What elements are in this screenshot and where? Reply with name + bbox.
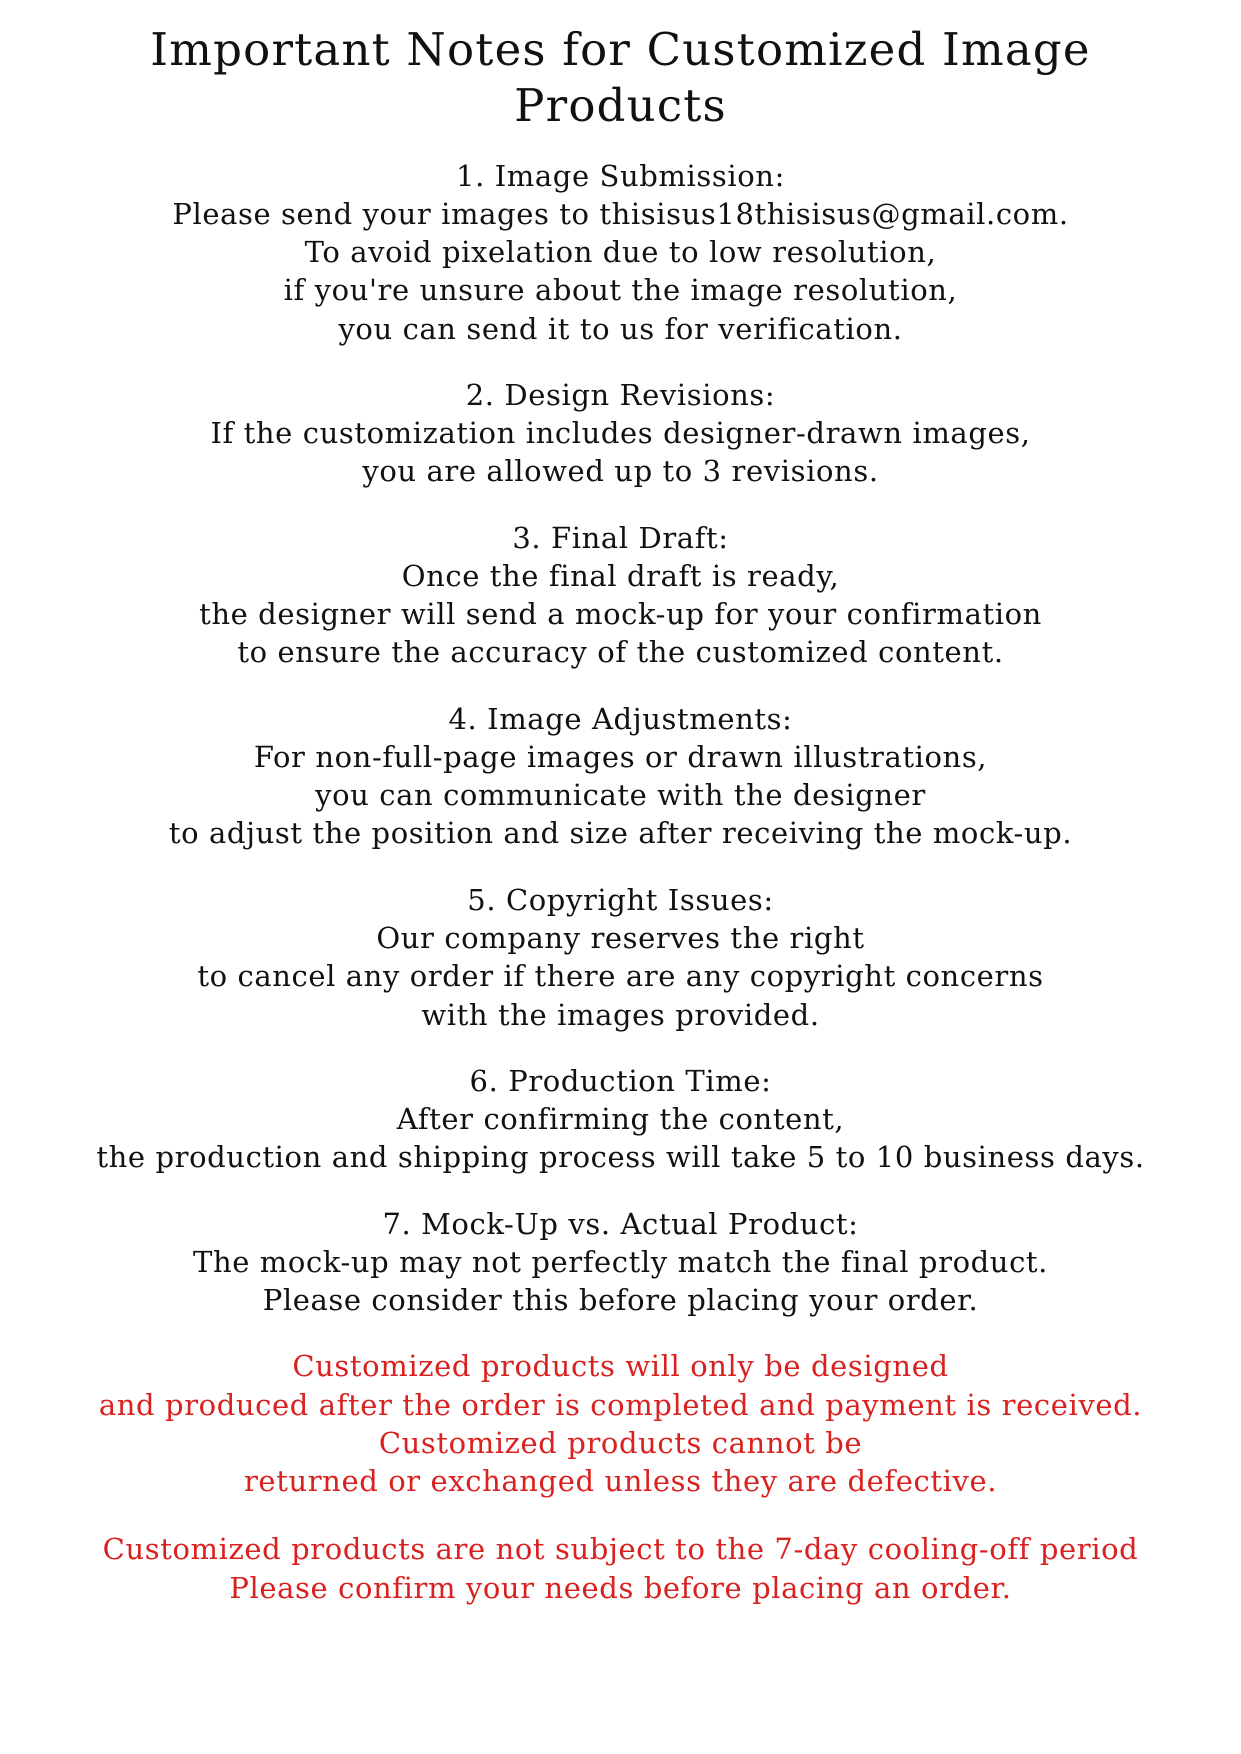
section-line: Please consider this before placing your order. [262,1283,979,1318]
section-line: The mock-up may not perfectly match the final product. [193,1244,1048,1279]
notice-line: Customized products will only be designed [292,1349,949,1384]
section-line: Please send your images to thisisus18thisisus@gmail.com. [172,196,1069,231]
section-image-submission [40,157,1201,348]
section-heading: 2. Design Revisions: [465,377,776,412]
section-line: Our company reserves the right [376,921,865,956]
section-line: you can send it to us for verification. [338,311,903,346]
section-line: to ensure the accuracy of the customized content. [237,635,1004,670]
section-copyright-issues [40,881,1201,1034]
page-title: Important Notes for Customized Image Products [150,23,1091,133]
section-production-time [40,1062,1201,1177]
notice-line: returned or exchanged unless they are defective. [243,1464,998,1499]
section-line: with the images provided. [421,997,820,1032]
section-heading: 7. Mock-Up vs. Actual Product: [382,1206,859,1241]
section-line: After confirming the content, [396,1102,845,1137]
section-heading: 6. Production Time: [469,1063,772,1098]
section-mockup-vs-actual [40,1205,1201,1320]
section-line: To avoid pixelation due to low resolution, [304,235,937,270]
section-line: to cancel any order if there are any copyright concerns [197,959,1044,994]
section-heading: 3. Final Draft: [512,520,729,555]
notice-customized-products [40,1347,1201,1500]
section-line: For non-full-page images or drawn illustrations, [253,739,988,774]
section-line: the production and shipping process will take 5 to 10 business days. [96,1140,1145,1175]
section-line: Once the final draft is ready, [401,558,840,593]
section-line: the designer will send a mock-up for your confirmation [199,597,1042,632]
section-design-revisions [40,376,1201,491]
notice-line: Customized products cannot be [378,1425,863,1460]
section-heading: 4. Image Adjustments: [448,701,793,736]
section-image-adjustments [40,700,1201,853]
notice-line: Customized products are not subject to the 7-day cooling-off period [102,1532,1139,1567]
section-line: If the customization includes designer-drawn images, [210,416,1031,451]
notice-line: Please confirm your needs before placing an order. [229,1570,1012,1605]
section-line: you can communicate with the designer [315,778,926,813]
section-heading: 5. Copyright Issues: [467,882,774,917]
section-line: you are allowed up to 3 revisions. [362,454,879,489]
section-line: to adjust the position and size after receiving the mock-up. [168,816,1073,851]
section-final-draft [40,519,1201,672]
notice-line: and produced after the order is completed and payment is received. [98,1387,1143,1422]
section-line: if you're unsure about the image resolution, [283,273,958,308]
notice-cooling-off-period [40,1530,1201,1607]
section-heading: 1. Image Submission: [456,158,785,193]
